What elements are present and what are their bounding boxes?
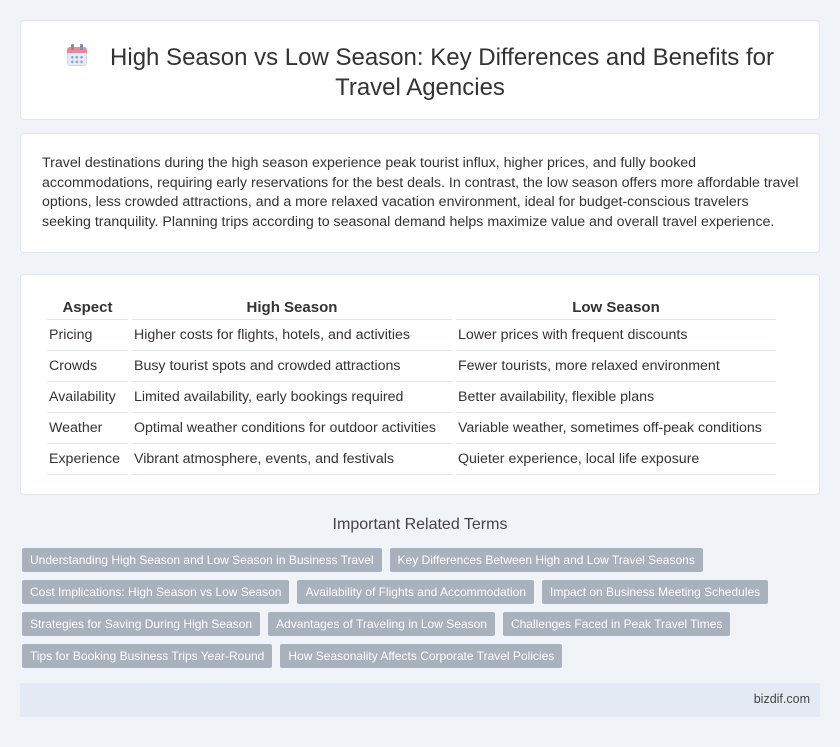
intro-text: Travel destinations during the high season experience peak tourist influx, higher prices, and fully booked accommodations, requiring early reservations for the best deals. In contrast, the low season offers more affordable travel options, less crowded attractions, and a more relaxed vacation environment, ideal for budget-conscious travelers seeking tranquility. Planning trips according to seasonal demand helps maximize value and overall travel experience. — [42, 155, 799, 230]
calendar-icon — [66, 44, 88, 68]
table-cell: Better availability, flexible plans — [456, 382, 776, 413]
table-cell: Busy tourist spots and crowded attractions — [132, 351, 452, 382]
comparison-card — [20, 274, 820, 495]
footer — [20, 683, 820, 717]
table-cell: Weather — [47, 413, 128, 444]
table-cell: Vibrant atmosphere, events, and festivals — [132, 444, 452, 475]
footer-site-link[interactable]: bizdif.com — [753, 692, 810, 706]
table-header-row — [47, 296, 776, 320]
table-cell: Lower prices with frequent discounts — [456, 320, 776, 351]
intro-card — [20, 133, 820, 253]
related-term-link[interactable]: Understanding High Season and Low Season in Business Travel — [22, 548, 382, 572]
related-term-link[interactable]: Cost Implications: High Season vs Low Season — [22, 580, 289, 604]
header-low-season: Low Season — [456, 296, 776, 320]
header-aspect: Aspect — [47, 296, 128, 320]
table-cell: Pricing — [47, 320, 128, 351]
related-terms-title: Important Related Terms — [332, 516, 508, 533]
comparison-table — [43, 296, 780, 475]
header-card — [20, 20, 820, 120]
header-high-season: High Season — [132, 296, 452, 320]
table-cell: Higher costs for flights, hotels, and activities — [132, 320, 452, 351]
table-cell: Availability — [47, 382, 128, 413]
table-row — [47, 413, 776, 444]
related-term-link[interactable]: Challenges Faced in Peak Travel Times — [503, 612, 730, 636]
page-title-wrap — [21, 43, 819, 103]
table-row — [47, 382, 776, 413]
related-term-link[interactable]: Advantages of Traveling in Low Season — [268, 612, 495, 636]
table-cell: Limited availability, early bookings required — [132, 382, 452, 413]
table-cell: Experience — [47, 444, 128, 475]
page-title: High Season vs Low Season: Key Differences and Benefits for Travel Agencies — [110, 44, 774, 101]
related-term-link[interactable]: Availability of Flights and Accommodation — [297, 580, 534, 604]
related-term-link[interactable]: How Seasonality Affects Corporate Travel Policies — [280, 644, 562, 668]
related-term-link[interactable]: Tips for Booking Business Trips Year-Round — [22, 644, 272, 668]
table-cell: Fewer tourists, more relaxed environment — [456, 351, 776, 382]
related-term-link[interactable]: Strategies for Saving During High Season — [22, 612, 260, 636]
table-row — [47, 444, 776, 475]
table-row — [47, 351, 776, 382]
table-cell: Optimal weather conditions for outdoor activities — [132, 413, 452, 444]
table-cell: Quieter experience, local life exposure — [456, 444, 776, 475]
related-term-link[interactable]: Key Differences Between High and Low Travel Seasons — [390, 548, 703, 572]
related-terms-list — [22, 548, 802, 668]
table-row — [47, 320, 776, 351]
related-term-link[interactable]: Impact on Business Meeting Schedules — [542, 580, 768, 604]
table-cell: Variable weather, sometimes off-peak conditions — [456, 413, 776, 444]
table-cell: Crowds — [47, 351, 128, 382]
